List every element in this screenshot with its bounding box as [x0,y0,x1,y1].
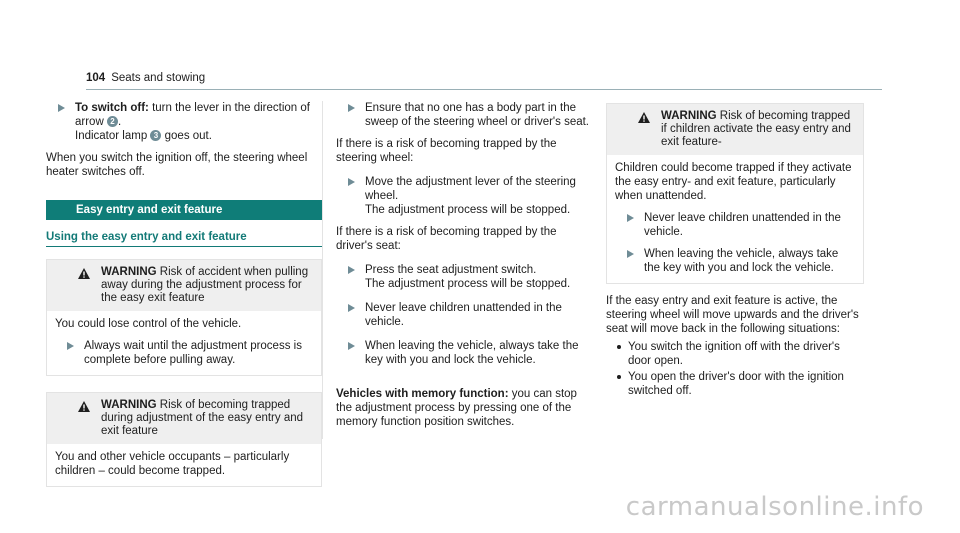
memory-title: Vehicles with memory function: [336,388,509,400]
warning-step [55,339,313,367]
step-text: Ensure that no one has a body part in the sweep of the steering wheel or driver's seat. [365,102,590,128]
warning-triangle-icon [638,112,650,127]
warning-title: Risk of accident when pulling away during the adjustment process for the easy exit feature [101,266,309,304]
step-text: Always wait until the adjustment process is complete before pulling away. [84,340,302,366]
warning-box [46,392,322,487]
step-text: When leaving the vehicle, always take the key with you and lock the vehicle. [644,248,839,274]
warning-body [47,311,321,375]
step-text: Press the seat adjustment switch. [365,264,537,276]
step-arrow-icon [348,104,355,112]
warning-body [607,155,863,283]
warning-body [47,444,321,486]
warning-step [615,211,855,239]
step-arrow-icon [348,342,355,350]
step [336,339,592,367]
column-divider [322,101,323,439]
step-switch-off [46,101,322,143]
step-result: The adjustment process will be stopped. [365,204,571,216]
subheading: Using the easy entry and exit feature [46,230,322,247]
step-arrow-icon [348,266,355,274]
paragraph: When you switch the ignition off, the steering wheel heater switches off. [46,152,308,178]
step-text: Move the adjustment lever of the steering wheel. [365,176,576,202]
column-3 [606,101,864,398]
step-arrow-icon [627,214,634,222]
step-arrow-icon [348,178,355,186]
section-title-bar: Easy entry and exit feature [46,200,322,220]
warning-title: Risk of becoming trapped during adjustment of the easy entry and exit feature [101,399,304,437]
watermark: carmanualsonline.info [625,492,924,522]
list-item [606,340,864,368]
step-arrow-icon [348,304,355,312]
warning-text: You could lose control of the vehicle. [55,318,242,330]
warning-header [47,393,321,444]
step-result: The adjustment process will be stopped. [365,278,571,290]
step-text: turn the lever in the direction of arrow [75,102,310,128]
warning-header [607,104,863,155]
step [336,301,592,329]
column-2 [336,101,592,429]
paragraph: If there is a risk of becoming trapped by the driver's seat: [336,226,557,252]
warning-triangle-icon [78,401,90,416]
step-arrow-icon [627,250,634,258]
step-text-end: . [117,116,122,128]
warning-label: WARNING [661,110,717,122]
warning-label: WARNING [101,399,157,411]
header-divider [86,89,882,90]
step [336,101,592,129]
page-number: 104 [86,72,106,84]
page-header [86,72,205,84]
step-text: Never leave children unattended in the vehicle. [365,302,562,328]
list-item-text: You switch the ignition off with the driver's door open. [628,341,840,367]
callout-2-icon: 2 [107,116,118,127]
step-arrow-icon [67,342,74,350]
paragraph: If there is a risk of becoming trapped by the steering wheel: [336,138,557,164]
step-title: To switch off: [75,102,149,114]
step [336,175,592,217]
step-text: Never leave children unattended in the vehicle. [644,212,841,238]
warning-box [46,259,322,376]
column-1 [46,101,322,487]
warning-label: WARNING [101,266,157,278]
warning-header [47,260,321,311]
paragraph: If the easy entry and exit feature is active, the steering wheel will move upwards and the driver's seat will move back in the following situations: [606,295,859,335]
warning-text: Children could become trapped if they activate the easy entry- and exit feature, particularly when unattended. [615,162,852,202]
header-section: Seats and stowing [111,72,206,84]
bullet-dot-icon [617,375,621,379]
list-item [606,370,864,398]
warning-text: You and other vehicle occupants – particularly children – could become trapped. [55,451,290,477]
indicator-text: Indicator lamp [75,130,151,142]
step [336,263,592,291]
indicator-text-end: goes out. [161,130,212,142]
callout-3-icon: 3 [150,130,161,141]
list-item-text: You open the driver's door with the ignition switched off. [628,371,844,397]
warning-box [606,103,864,284]
memory-paragraph [336,387,592,429]
step-arrow-icon [58,104,65,112]
bullet-list [606,340,864,398]
bullet-dot-icon [617,345,621,349]
warning-step [615,247,855,275]
memory-text: you can stop the adjustment process by pressing one of the memory function position switches. [336,388,577,428]
warning-triangle-icon [78,268,90,283]
warning-title: Risk of becoming trapped if children activate the easy entry and exit feature- [661,110,851,148]
step-text: When leaving the vehicle, always take the key with you and lock the vehicle. [365,340,579,366]
